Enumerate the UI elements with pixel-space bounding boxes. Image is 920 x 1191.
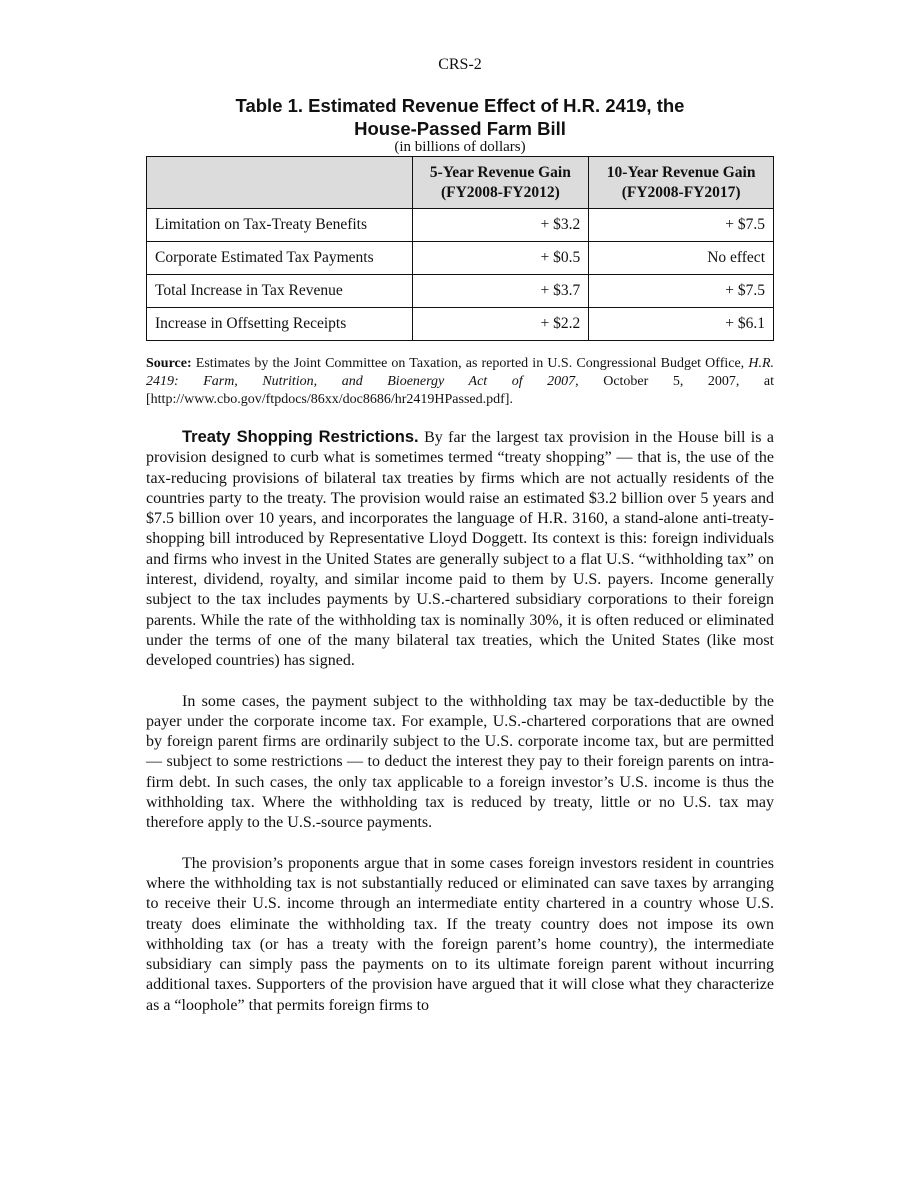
- row-label: Increase in Offsetting Receipts: [147, 308, 413, 341]
- source-label: Source:: [146, 356, 192, 371]
- ten-year-value: + $6.1: [589, 308, 774, 341]
- header-empty-cell: [147, 157, 413, 209]
- header-five-year-line-1: 5-Year Revenue Gain: [429, 163, 571, 181]
- five-year-value: + $2.2: [412, 308, 589, 341]
- header-five-year: [412, 157, 589, 209]
- ten-year-value: + $7.5: [589, 275, 774, 308]
- ten-year-value: No effect: [589, 242, 774, 275]
- body-paragraph-2: In some cases, the payment subject to the withholding tax may be tax-deductible by the payer under the corporate income tax. For example, U.S.-chartered corporations that are owned by foreign parent firms are ordinarily subject to the U.S. corporate income tax, but are permitted — subject to some restrictions — to deduct the interest they pay to their foreign parents on intra-firm debt. In such cases, the only tax applicable to a foreign investor’s U.S. income is thus the withholding tax. Where the withholding tax is reduced by treaty, little or no U.S. tax may therefore apply to the U.S.-source payments.: [146, 692, 774, 832]
- body-text: [146, 427, 774, 1036]
- table-title: [146, 94, 774, 140]
- paragraph-1-text: By far the largest tax provision in the House bill is a provision designed to curb what is sometimes termed “treaty shopping” — that is, the use of the tax-reducing provisions of bilateral tax treaties by firms which are not actually residents of the countries party to the treaty. The provision would raise an estimated $3.2 billion over 5 years and $7.5 billion over 10 years, and incorporates the language of H.R. 3160, a stand-alone anti-treaty-shopping bill introduced by Representative Lloyd Doggett. Its context is this: foreign individuals and firms who invest in the United States are generally subject to a flat U.S. “withholding tax” on interest, dividend, royalty, and similar income paid to them by U.S. payers. Income generally subject to the tax includes payments by U.S.-chartered subsidiary corporations to their foreign parents. While the rate of the withholding tax is nominally 30%, it is often reduced or eliminated under the terms of one of the many bilateral tax treaties, which the United States (like most developed countries) has signed.: [146, 429, 775, 670]
- table-title-line-2: House-Passed Farm Bill: [354, 118, 566, 139]
- header-ten-year: [589, 157, 774, 209]
- page-number: CRS-2: [438, 56, 482, 73]
- body-paragraph-3: The provision’s proponents argue that in some cases foreign investors resident in countries where the withholding tax is not substantially reduced or eliminated can save taxes by arranging to receive their U.S. income through an intermediate entity chartered in a country whose U.S. treaty does eliminate the withholding tax. If the treaty country does not impose its own withholding tax (or has a treaty with the foreign parent’s home country), the intermediate subsidiary can simply pass the payments on to its ultimate foreign parent without incurring additional taxes. Supporters of the provision have argued that it will close what they characterize as a “loophole” that permits foreign firms to: [146, 854, 774, 1014]
- source-text: Estimates by the Joint Committee on Taxation, as reported in U.S. Congressional Budget Office,: [191, 356, 749, 371]
- table-source-note: [146, 355, 774, 409]
- five-year-value: + $0.5: [412, 242, 589, 275]
- section-heading: Treaty Shopping Restrictions.: [182, 428, 419, 446]
- table-row: [147, 275, 774, 308]
- table-row: [147, 242, 774, 275]
- header-five-year-line-2: (FY2008-FY2012): [440, 183, 560, 201]
- table-subtitle: (in billions of dollars): [394, 139, 526, 155]
- header-ten-year-line-2: (FY2008-FY2017): [621, 183, 741, 201]
- row-label: Corporate Estimated Tax Payments: [147, 242, 413, 275]
- table-row: [147, 308, 774, 341]
- row-label: Total Increase in Tax Revenue: [147, 275, 413, 308]
- five-year-value: + $3.2: [412, 209, 589, 242]
- row-label: Limitation on Tax-Treaty Benefits: [147, 209, 413, 242]
- header-ten-year-line-1: 10-Year Revenue Gain: [606, 163, 756, 181]
- five-year-value: + $3.7: [412, 275, 589, 308]
- table-header-row: [147, 157, 774, 209]
- table-row: [147, 209, 774, 242]
- ten-year-value: + $7.5: [589, 209, 774, 242]
- body-paragraph-1: [146, 427, 774, 672]
- table-title-line-1: Table 1. Estimated Revenue Effect of H.R. 2419, the: [235, 95, 685, 116]
- revenue-effect-table: [146, 156, 774, 341]
- source-url-text: , October 5, 2007, at [http://www.cbo.gov/ftpdocs/86xx/doc8686/hr2419HPassed.pdf].: [146, 374, 775, 407]
- source-report-title: H.R. 2419: Farm, Nutrition, and Bioenergy Act of 2007: [146, 356, 774, 389]
